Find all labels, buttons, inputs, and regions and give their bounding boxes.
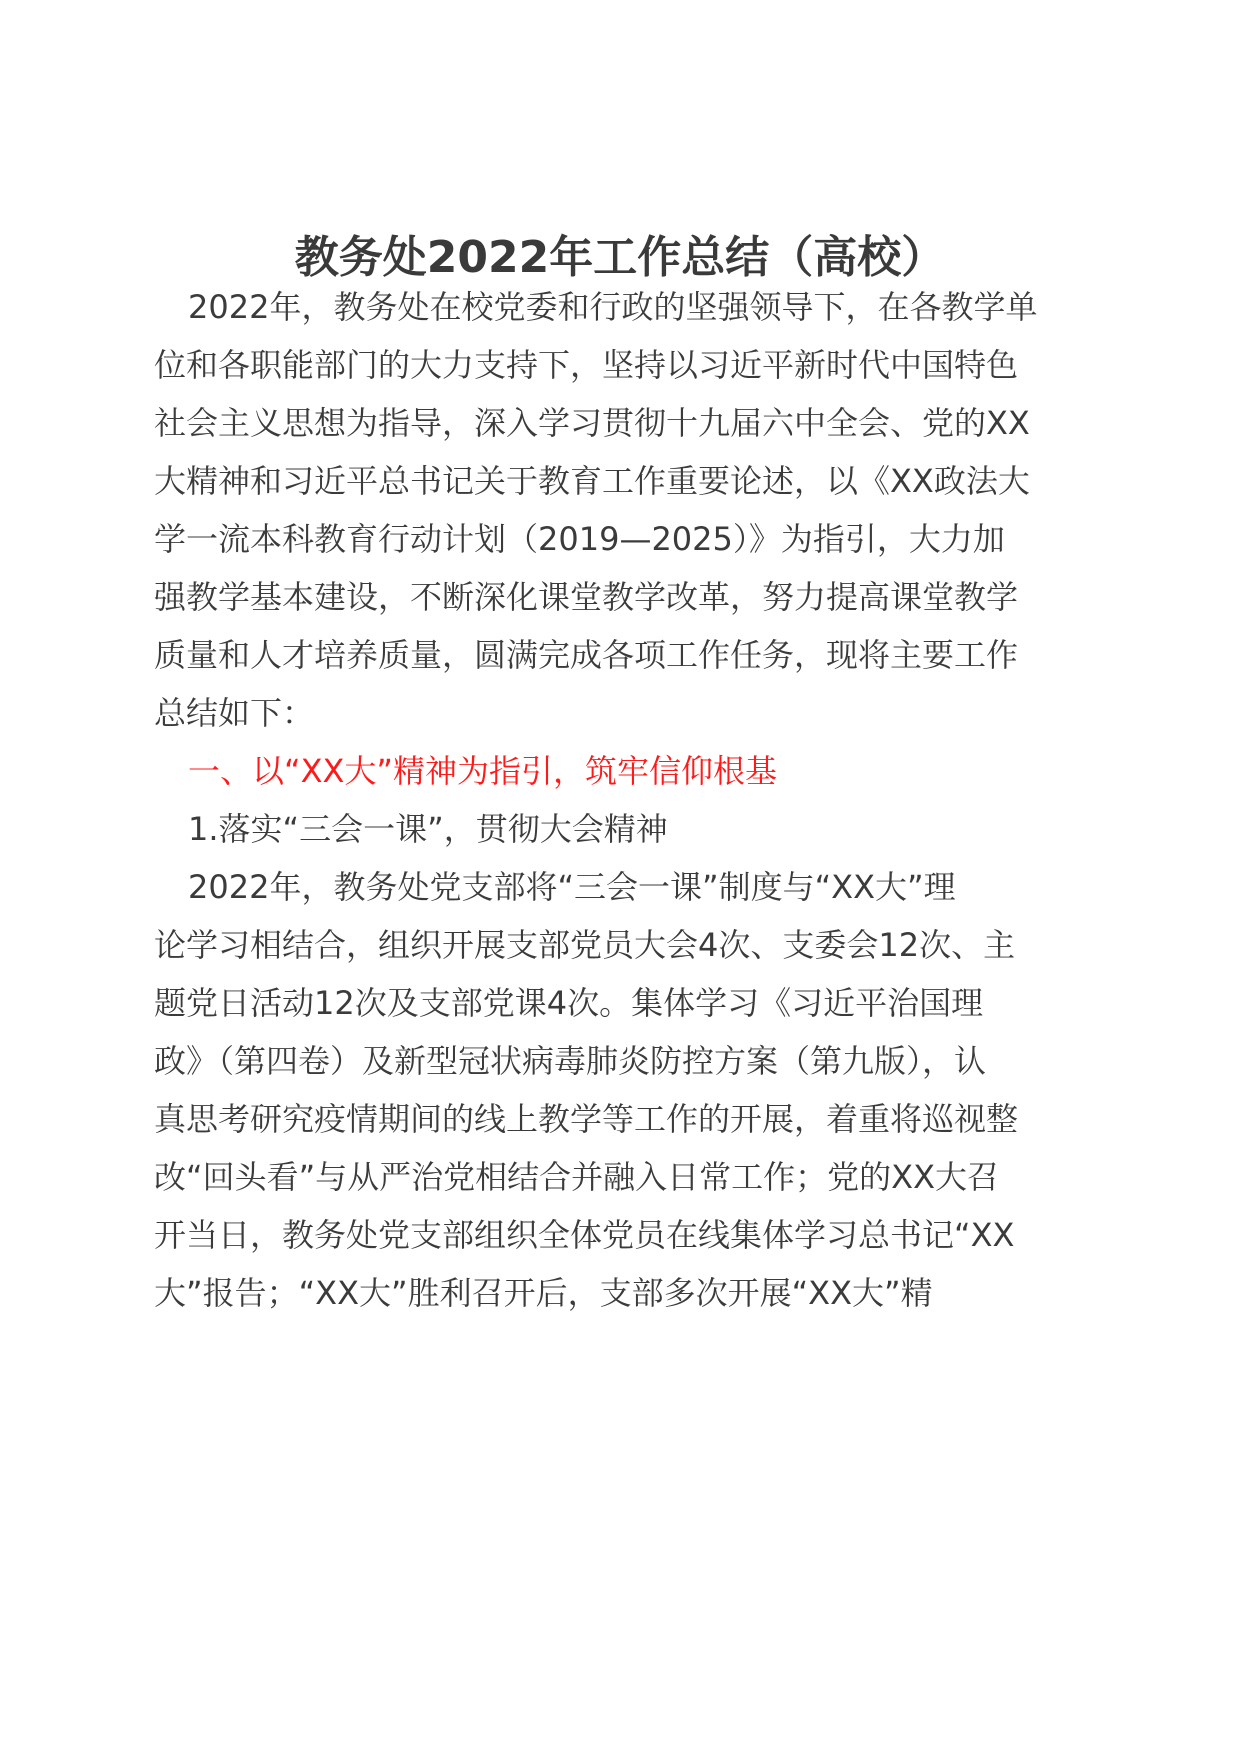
body-line-1: 2022年，教务处党支部将“三会一课”制度与“XX大”理: [188, 868, 956, 906]
body-line-4: 政》（第四卷）及新型冠状病毒肺炎防控方案（第九版），认: [154, 1042, 987, 1080]
intro-line-8: 总结如下：: [154, 694, 315, 732]
section-heading-1: 一、以“XX大”精神为指引，筑牢信仰根基: [188, 752, 778, 790]
intro-line-6: 强教学基本建设，不断深化课堂教学改革，努力提高课堂教学: [154, 578, 1019, 616]
document-title: 教务处2022年工作总结（高校）: [294, 232, 946, 283]
body-line-2: 论学习相结合，组织开展支部党员大会4次、支委会12次、主: [154, 926, 1016, 964]
intro-line-2: 位和各职能部门的大力支持下，坚持以习近平新时代中国特色: [154, 346, 1019, 384]
body-line-7: 开当日，教务处党支部组织全体党员在线集体学习总书记“XX: [154, 1216, 1015, 1254]
body-line-3: 题党日活动12次及支部党课4次。集体学习《习近平治国理: [154, 984, 984, 1022]
body-line-5: 真思考研究疫情期间的线上教学等工作的开展，着重将巡视整: [154, 1100, 1019, 1138]
intro-line-7: 质量和人才培养质量，圆满完成各项工作任务，现将主要工作: [154, 636, 1019, 674]
intro-line-5: 学一流本科教育行动计划（2019—2025）》为指引，大力加: [154, 520, 1005, 558]
intro-line-4: 大精神和习近平总书记关于教育工作重要论述，以《XX政法大: [154, 462, 1030, 500]
intro-line-3: 社会主义思想为指导，深入学习贯彻十九届六中全会、党的XX: [154, 404, 1030, 442]
subsection-heading-1: 1.落实“三会一课”，贯彻大会精神: [188, 810, 668, 848]
body-line-8: 大”报告；“XX大”胜利召开后，支部多次开展“XX大”精: [154, 1274, 933, 1312]
intro-line-1: 2022年，教务处在校党委和行政的坚强领导下，在各教学单: [188, 288, 1038, 326]
body-line-6: 改“回头看”与从严治党相结合并融入日常工作；党的XX大召: [154, 1158, 1000, 1196]
